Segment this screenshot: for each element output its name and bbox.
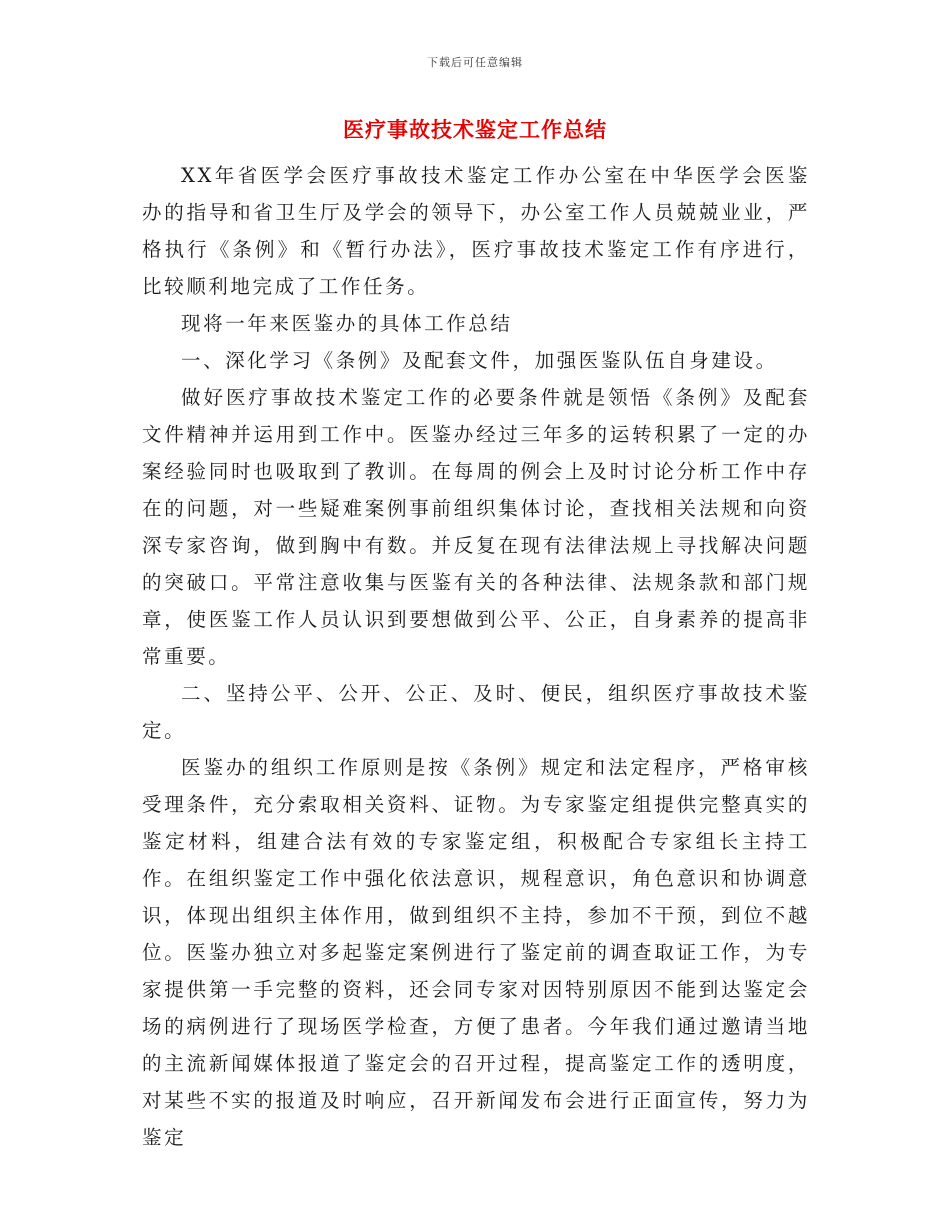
section-heading-2: 二、坚持公平、公开、公正、及时、便民，组织医疗事故技术鉴定。 xyxy=(142,682,810,742)
paragraph-intro: XX年省医学会医疗事故技术鉴定工作办公室在中华医学会医鉴办的指导和省卫生厅及学会的领导下，办公室工作人员兢兢业业，严格执行《条例》和《暂行办法》，医疗事故技术鉴定工作有序进行，比较顺利地完成了工作任务。 xyxy=(142,164,810,298)
document-title: 医疗事故技术鉴定工作总结 xyxy=(343,117,607,142)
paragraph-section-2: 医鉴办的组织工作原则是按《条例》规定和法定程序，严格审核受理条件，充分索取相关资料、证物。为专家鉴定组提供完整真实的鉴定材料，组建合法有效的专家鉴定组，积极配合专家组长主持工作。在组织鉴定工作中强化依法意识，规程意识，角色意识和协调意识，体现出组织主体作用，做到组织不主持，参加不干预，到位不越位。医鉴办独立对多起鉴定案例进行了鉴定前的调查取证工作，为专家提供第一手完整的资料，还会同专家对因特别原因不能到达鉴定会场的病例进行了现场医学检查，方便了患者。今年我们通过邀请当地的主流新闻媒体报道了鉴定会的召开过程，提高鉴定工作的透明度，对某些不实的报道及时响应，召开新闻发布会进行正面宣传，努力为鉴定 xyxy=(142,756,810,1149)
document-body xyxy=(142,157,810,1156)
paragraph-summary-lead: 现将一年来医鉴办的具体工作总结 xyxy=(181,312,513,335)
header-note: 下载后可任意编辑 xyxy=(427,56,523,69)
section-heading-1: 一、深化学习《条例》及配套文件，加强医鉴队伍自身建设。 xyxy=(181,349,778,372)
paragraph-section-1: 做好医疗事故技术鉴定工作的必要条件就是领悟《条例》及配套文件精神并运用到工作中。医鉴办经过三年多的运转积累了一定的办案经验同时也吸取到了教训。在每周的例会上及时讨论分析工作中存在的问题，对一些疑难案例事前组织集体讨论，查找相关法规和向资深专家咨询，做到胸中有数。并反复在现有法律法规上寻找解决问题的突破口。平常注意收集与医鉴有关的各种法律、法规条款和部门规章，使医鉴工作人员认识到要想做到公平、公正，自身素养的提高非常重要。 xyxy=(142,386,810,668)
